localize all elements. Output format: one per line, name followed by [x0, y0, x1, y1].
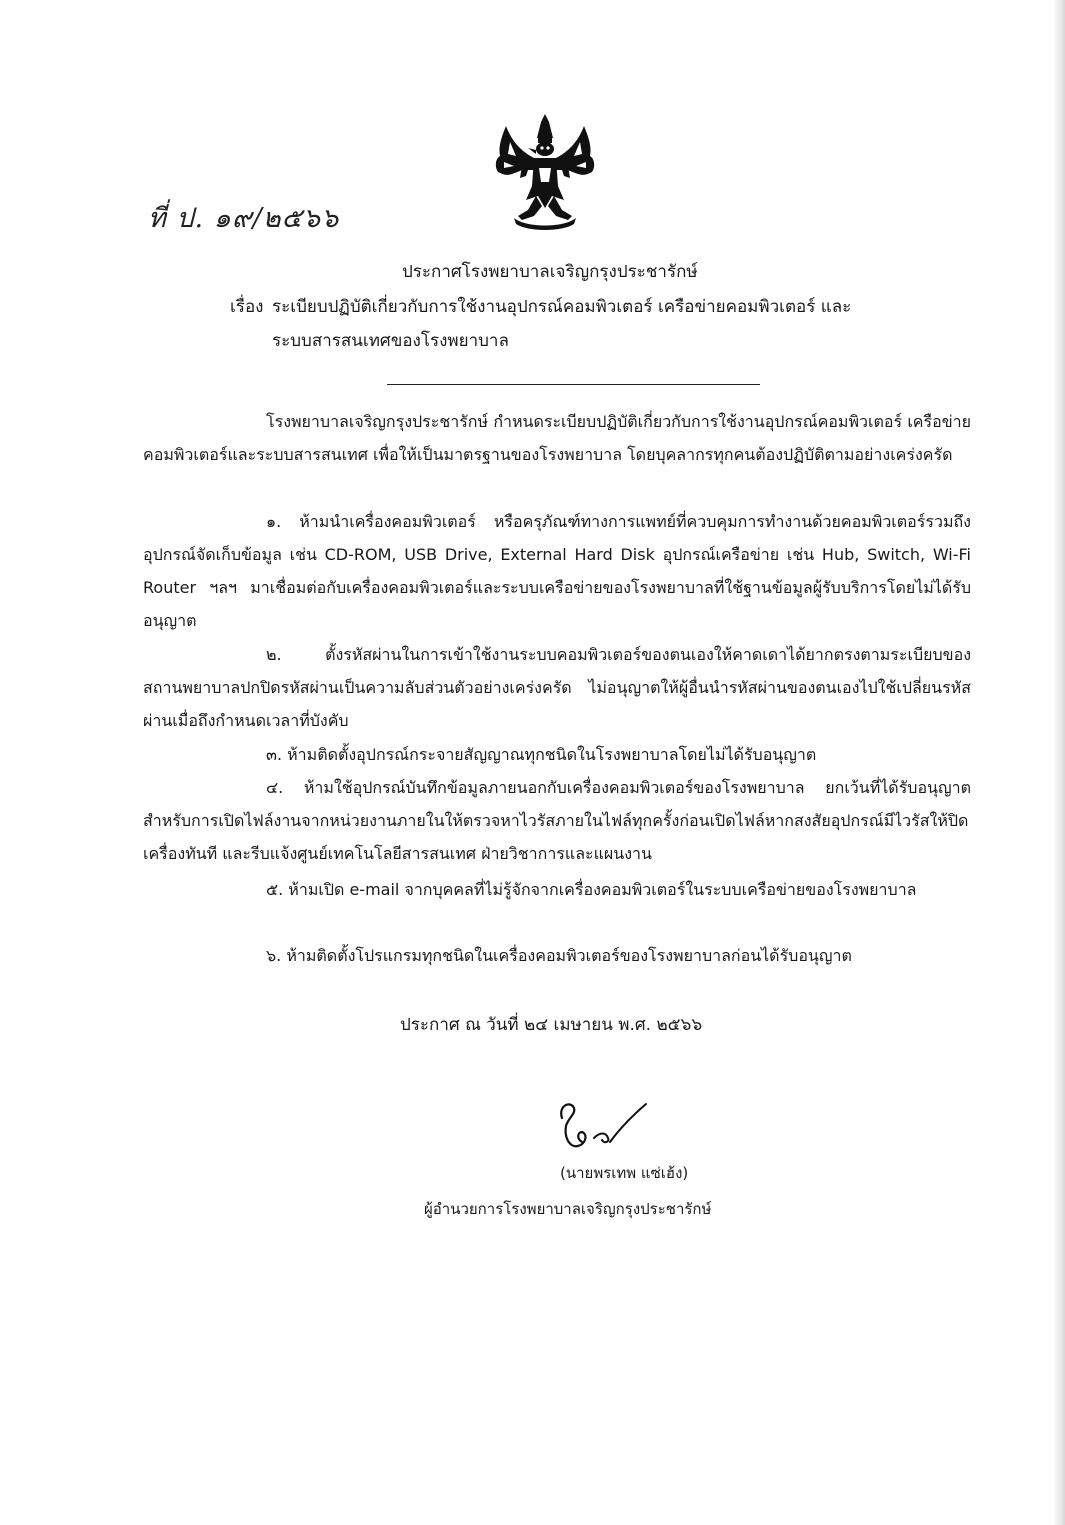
rule-item-6: ๖. ห้ามติดตั้งโปรแกรมทุกชนิดในเครื่องคอมพิวเตอร์ของโรงพยาบาลก่อนได้รับอนุญาต: [266, 946, 852, 965]
intro-paragraph: โรงพยาบาลเจริญกรุงประชารักษ์ กำหนดระเบียบปฏิบัติเกี่ยวกับการใช้งานอุปกรณ์คอมพิวเตอร์ เครือข่ายคอมพิวเตอร์และระบบสารสนเทศ เพื่อให้เป็นมาตรฐานของโรงพยาบาล โดยบุคลากรทุกคนต้องปฏิบัติตามอย่างเคร่งครัด: [143, 412, 971, 464]
page-edge-shadow: [1053, 0, 1065, 1525]
announcement-title: ประกาศโรงพยาบาลเจริญกรุงประชารักษ์: [402, 262, 698, 282]
subject-line-2: ระบบสารสนเทศของโรงพยาบาล: [272, 331, 509, 351]
rule-item-5: ๕. ห้ามเปิด e-mail จากบุคคลที่ไม่รู้จักจากเครื่องคอมพิวเตอร์ในระบบเครือข่ายของโรงพยาบาล: [266, 880, 917, 899]
rule-item-4: ๔. ห้ามใช้อุปกรณ์บันทึกข้อมูลภายนอกกับเครื่องคอมพิวเตอร์ของโรงพยาบาล ยกเว้นที่ได้รับอนุญาต สำหรับการเปิดไฟล์งานจากหน่วยงานภายในให้ตรวจหาไวรัสภายในไฟล์ทุกครั้งก่อนเปิดไฟล์หากสงสัยอุปกรณ์มีไวรัสให้ปิดเครื่องทันที และรีบแจ้งศูนย์เทคโนโลยีสารสนเทศ ฝ่ายวิชาการและแผนงาน: [143, 778, 971, 863]
announcement-date: ประกาศ ณ วันที่ ๒๔ เมษายน พ.ศ. ๒๕๖๖: [400, 1015, 703, 1035]
document-number: ที่ ป. ๑๙/๒๕๖๖: [148, 203, 340, 234]
garuda-emblem-icon: [492, 112, 598, 232]
subject-label: เรื่อง: [230, 297, 264, 317]
signature-icon: [548, 1098, 654, 1158]
signer-name: (นายพรเทพ แซ่เฮ้ง): [560, 1164, 689, 1182]
rule-item-1: ๑. ห้ามนำเครื่องคอมพิวเตอร์ หรือครุภัณฑ์ทางการแพทย์ที่ควบคุมการทำงานด้วยคอมพิวเตอร์รวมถึงอุปกรณ์จัดเก็บข้อมูล เช่น CD-ROM, USB Drive, External Hard Disk อุปกรณ์เครือข่าย เช่น Hub, Switch, Wi-Fi Router ฯลฯ มาเชื่อมต่อกับเครื่องคอมพิวเตอร์และระบบเครือข่ายของโรงพยาบาลที่ใช้ฐานข้อมูลผู้รับบริการโดยไม่ได้รับอนุญาต: [143, 512, 971, 630]
subject-line-1: ระเบียบปฏิบัติเกี่ยวกับการใช้งานอุปกรณ์คอมพิวเตอร์ เครือข่ายคอมพิวเตอร์ และ: [272, 297, 852, 317]
rule-item-3: ๓. ห้ามติดตั้งอุปกรณ์กระจายสัญญาณทุกชนิดในโรงพยาบาลโดยไม่ได้รับอนุญาต: [266, 745, 817, 764]
signer-title: ผู้อำนวยการโรงพยาบาลเจริญกรุงประชารักษ์: [424, 1200, 712, 1218]
divider-line: [387, 384, 760, 385]
rule-item-2: ๒. ตั้งรหัสผ่านในการเข้าใช้งานระบบคอมพิวเตอร์ของตนเองให้คาดเดาได้ยากตรงตามระเบียบของสถานพยาบาลปกปิดรหัสผ่านเป็นความลับส่วนตัวอย่างเคร่งครัด ไม่อนุญาตให้ผู้อื่นนำรหัสผ่านของตนเองไปใช้เปลี่ยนรหัสผ่านเมื่อถึงกำหนดเวลาที่บังคับ: [143, 645, 971, 730]
